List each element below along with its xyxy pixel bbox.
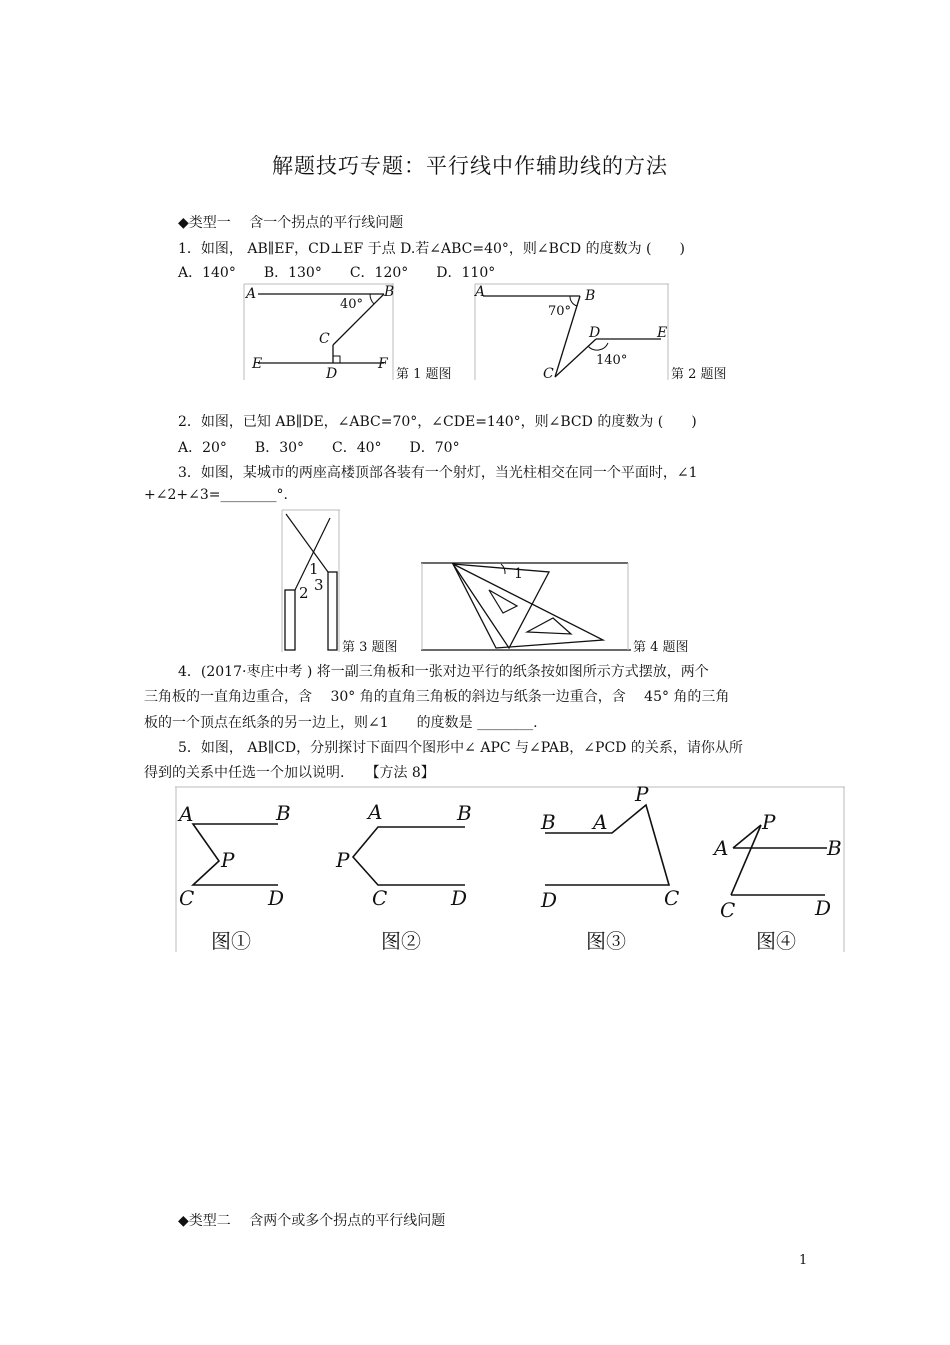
figure-2-caption: 第 2 题图 xyxy=(671,367,727,382)
section-heading-type1: ◆类型一 含一个拐点的平行线问题 xyxy=(178,215,404,231)
fig2-label-A: A xyxy=(475,284,486,300)
question-3-line-1: 3．如图，某城市的两座高楼顶部各装有一个射灯，当光柱相交在同一个平面时，∠1 xyxy=(178,465,698,481)
question-4-line-2: 三角板的一直角边重合，含 30° 角的直角三角板的斜边与纸条一边重合，含 45° 角的三角 xyxy=(144,689,730,705)
question-4-line-3: 板的一个顶点在纸条的另一边上，则∠1 的度数是 ________. xyxy=(144,715,538,731)
fig1-label-D: D xyxy=(326,366,338,382)
fig5-panel-3 xyxy=(540,782,679,953)
fig3-angle-1: 1 xyxy=(309,560,319,578)
fig4-angle-1: 1 xyxy=(514,566,523,582)
fig5-p1-label-D: D xyxy=(268,886,285,910)
fig5-p3-label-C: C xyxy=(664,886,680,910)
fig5-p2-label-A: A xyxy=(368,800,383,824)
question-5-line-1: 5．如图， AB∥CD，分别探讨下面四个图形中∠ APC 与∠PAB，∠PCD 的关系，请你从所 xyxy=(178,740,743,756)
fig5-panel-1 xyxy=(177,801,291,953)
fig1-label-C: C xyxy=(319,331,330,347)
fig2-angle-label-1: 70° xyxy=(548,304,572,319)
fig5-caption-2: 图② xyxy=(381,929,421,953)
fig1-label-F: F xyxy=(378,356,388,372)
fig5-p1-label-P: P xyxy=(221,848,235,872)
figure-2 xyxy=(475,284,669,380)
figure-1-caption: 第 1 题图 xyxy=(396,367,452,382)
fig5-p3-label-B: B xyxy=(541,810,556,834)
fig2-label-C: C xyxy=(543,366,554,382)
question-1-options: A．140° B．130° C．120° D．110° xyxy=(178,265,496,281)
fig5-p3-label-A: A xyxy=(593,810,608,834)
fig5-p2-label-D: D xyxy=(451,886,468,910)
fig3-angle-2: 2 xyxy=(299,584,309,602)
fig2-label-B: B xyxy=(585,288,596,304)
fig5-p2-label-P: P xyxy=(336,848,350,872)
figure-1 xyxy=(244,284,394,380)
question-2-options: A．20° B．30° C．40° D．70° xyxy=(178,440,460,456)
question-5-line-2: 得到的关系中任选一个加以说明. 【方法 8】 xyxy=(144,765,435,781)
question-3-line-2: +∠2+∠3=________°. xyxy=(144,487,288,503)
fig5-p4-label-B: B xyxy=(827,836,842,860)
question-4-line-1: 4．(2017·枣庄中考 ) 将一副三角板和一张对边平行的纸条按如图所示方式摆放，两个 xyxy=(178,664,709,680)
fig5-p1-label-B: B xyxy=(276,801,291,825)
fig2-label-E: E xyxy=(657,325,668,341)
fig5-p4-label-C: C xyxy=(720,898,736,922)
fig1-label-A: A xyxy=(246,286,257,302)
fig5-panel-4 xyxy=(712,810,842,953)
question-2-stem: 2．如图，已知 AB∥DE，∠ABC=70°，∠CDE=140°，则∠BCD 的度数为 ( ) xyxy=(178,414,697,430)
fig2-label-D: D xyxy=(589,325,601,341)
figure-3-caption: 第 3 题图 xyxy=(342,640,398,655)
fig5-panel-2 xyxy=(335,800,472,953)
fig5-caption-1: 图① xyxy=(211,929,251,953)
figure-4-caption: 第 4 题图 xyxy=(633,640,689,655)
page-number: 1 xyxy=(799,1253,808,1268)
fig1-angle-label: 40° xyxy=(340,297,364,312)
fig5-p4-label-P: P xyxy=(762,810,776,834)
figure-3 xyxy=(282,510,340,652)
fig5-p2-label-C: C xyxy=(372,886,388,910)
fig5-p1-label-A: A xyxy=(179,802,194,826)
fig5-p2-label-B: B xyxy=(457,801,472,825)
fig1-label-E: E xyxy=(252,356,263,372)
figure-4 xyxy=(421,560,631,652)
fig5-p1-label-C: C xyxy=(179,886,195,910)
fig2-angle-label-2: 140° xyxy=(596,353,628,368)
fig5-p4-label-A: A xyxy=(714,836,729,860)
page-title: 解题技巧专题：平行线中作辅助线的方法 xyxy=(272,154,668,178)
fig3-angle-3: 3 xyxy=(314,576,324,594)
fig5-p3-label-P: P xyxy=(635,782,649,806)
fig5-p3-label-D: D xyxy=(541,888,558,912)
figure-5 xyxy=(175,782,845,953)
question-1-stem: 1．如图， AB∥EF，CD⊥EF 于点 D.若∠ABC=40°，则∠BCD 的度数为 ( ) xyxy=(178,241,685,257)
section-heading-type2: ◆类型二 含两个或多个拐点的平行线问题 xyxy=(178,1213,446,1229)
fig5-caption-4: 图④ xyxy=(756,929,796,953)
fig5-caption-3: 图③ xyxy=(586,929,626,953)
fig5-p4-label-D: D xyxy=(815,896,832,920)
fig1-label-B: B xyxy=(384,284,395,300)
